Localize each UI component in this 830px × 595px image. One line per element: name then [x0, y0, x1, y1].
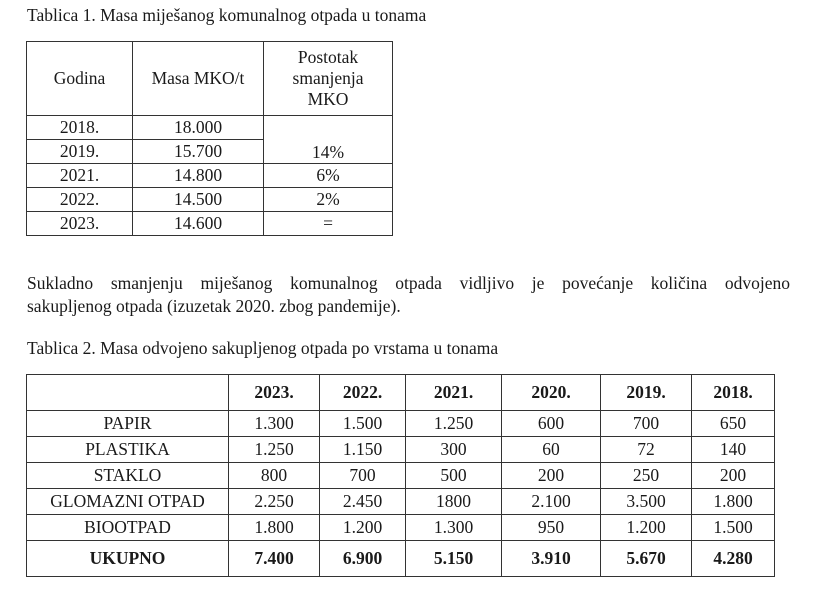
row-label-staklo: STAKLO — [27, 463, 229, 489]
value-cell: 500 — [406, 463, 502, 489]
value-cell: 1.800 — [229, 515, 320, 541]
year-cell: 2018. — [27, 116, 133, 140]
percentage-cell: = — [264, 212, 393, 236]
header-year: Godina — [27, 42, 133, 116]
value-cell: 700 — [601, 411, 692, 437]
total-row — [27, 541, 775, 577]
header-year-2023: 2023. — [229, 375, 320, 411]
table2-caption: Tablica 2. Masa odvojeno sakupljenog otpada po vrstama u tonama — [27, 338, 499, 358]
value-cell: 1.250 — [229, 437, 320, 463]
value-cell: 1.300 — [229, 411, 320, 437]
table-row — [27, 515, 775, 541]
total-cell: 3.910 — [502, 541, 601, 577]
value-cell: 2.450 — [320, 489, 406, 515]
table-row — [27, 437, 775, 463]
header-percentage — [264, 42, 393, 116]
table-row — [27, 188, 393, 212]
mass-cell: 15.700 — [133, 140, 264, 164]
value-cell: 2.100 — [502, 489, 601, 515]
value-cell: 650 — [692, 411, 775, 437]
value-cell: 1.800 — [692, 489, 775, 515]
value-cell: 60 — [502, 437, 601, 463]
value-cell: 250 — [601, 463, 692, 489]
year-cell: 2021. — [27, 164, 133, 188]
value-cell: 3.500 — [601, 489, 692, 515]
table-row — [27, 463, 775, 489]
table1-caption: Tablica 1. Masa miješanog komunalnog otpada u tonama — [27, 5, 427, 25]
table-row — [27, 212, 393, 236]
value-cell: 300 — [406, 437, 502, 463]
mass-cell: 14.800 — [133, 164, 264, 188]
mass-cell: 14.500 — [133, 188, 264, 212]
value-cell: 140 — [692, 437, 775, 463]
table-row — [27, 489, 775, 515]
header-blank — [27, 375, 229, 411]
header-year-2020: 2020. — [502, 375, 601, 411]
total-cell: 4.280 — [692, 541, 775, 577]
value-cell: 700 — [320, 463, 406, 489]
value-cell: 950 — [502, 515, 601, 541]
percentage-cell: 14% — [264, 116, 393, 164]
year-cell: 2019. — [27, 140, 133, 164]
percentage-cell: 2% — [264, 188, 393, 212]
total-cell: 7.400 — [229, 541, 320, 577]
value-cell: 1.150 — [320, 437, 406, 463]
paragraph-line-1: Sukladno smanjenju miješanog komunalnog otpada vidljivo je povećanje količina odvojeno — [27, 273, 790, 293]
header-mass: Masa MKO/t — [133, 42, 264, 116]
value-cell: 1.300 — [406, 515, 502, 541]
row-label-ukupno: UKUPNO — [27, 541, 229, 577]
row-label-plastika: PLASTIKA — [27, 437, 229, 463]
year-cell: 2022. — [27, 188, 133, 212]
value-cell: 2.250 — [229, 489, 320, 515]
header-year-2019: 2019. — [601, 375, 692, 411]
value-cell: 1.200 — [320, 515, 406, 541]
header-year-2022: 2022. — [320, 375, 406, 411]
value-cell: 200 — [692, 463, 775, 489]
header-percentage-line2: smanjenja — [292, 68, 364, 88]
table1-header-row — [27, 42, 393, 116]
value-cell: 1.500 — [692, 515, 775, 541]
value-cell: 72 — [601, 437, 692, 463]
value-cell: 1.250 — [406, 411, 502, 437]
mass-cell: 18.000 — [133, 116, 264, 140]
value-cell: 600 — [502, 411, 601, 437]
header-percentage-line1: Postotak — [297, 47, 359, 67]
row-label-glomazni-otpad: GLOMAZNI OTPAD — [27, 489, 229, 515]
table1-mixed-waste — [26, 41, 393, 236]
table-row — [27, 116, 393, 140]
table-row — [27, 164, 393, 188]
table2-header-row — [27, 375, 775, 411]
value-cell: 1800 — [406, 489, 502, 515]
year-cell: 2023. — [27, 212, 133, 236]
header-percentage-line3: MKO — [307, 89, 349, 109]
row-label-biootpad: BIOOTPAD — [27, 515, 229, 541]
body-paragraph — [27, 272, 790, 318]
total-cell: 5.670 — [601, 541, 692, 577]
table-row — [27, 411, 775, 437]
value-cell: 800 — [229, 463, 320, 489]
header-year-2018: 2018. — [692, 375, 775, 411]
header-year-2021: 2021. — [406, 375, 502, 411]
paragraph-line-2: sakupljenog otpada (izuzetak 2020. zbog pandemije). — [27, 296, 401, 316]
row-label-papir: PAPIR — [27, 411, 229, 437]
table2-separated-waste — [26, 374, 775, 577]
value-cell: 1.200 — [601, 515, 692, 541]
percentage-cell: 6% — [264, 164, 393, 188]
value-cell: 1.500 — [320, 411, 406, 437]
total-cell: 6.900 — [320, 541, 406, 577]
total-cell: 5.150 — [406, 541, 502, 577]
mass-cell: 14.600 — [133, 212, 264, 236]
value-cell: 200 — [502, 463, 601, 489]
